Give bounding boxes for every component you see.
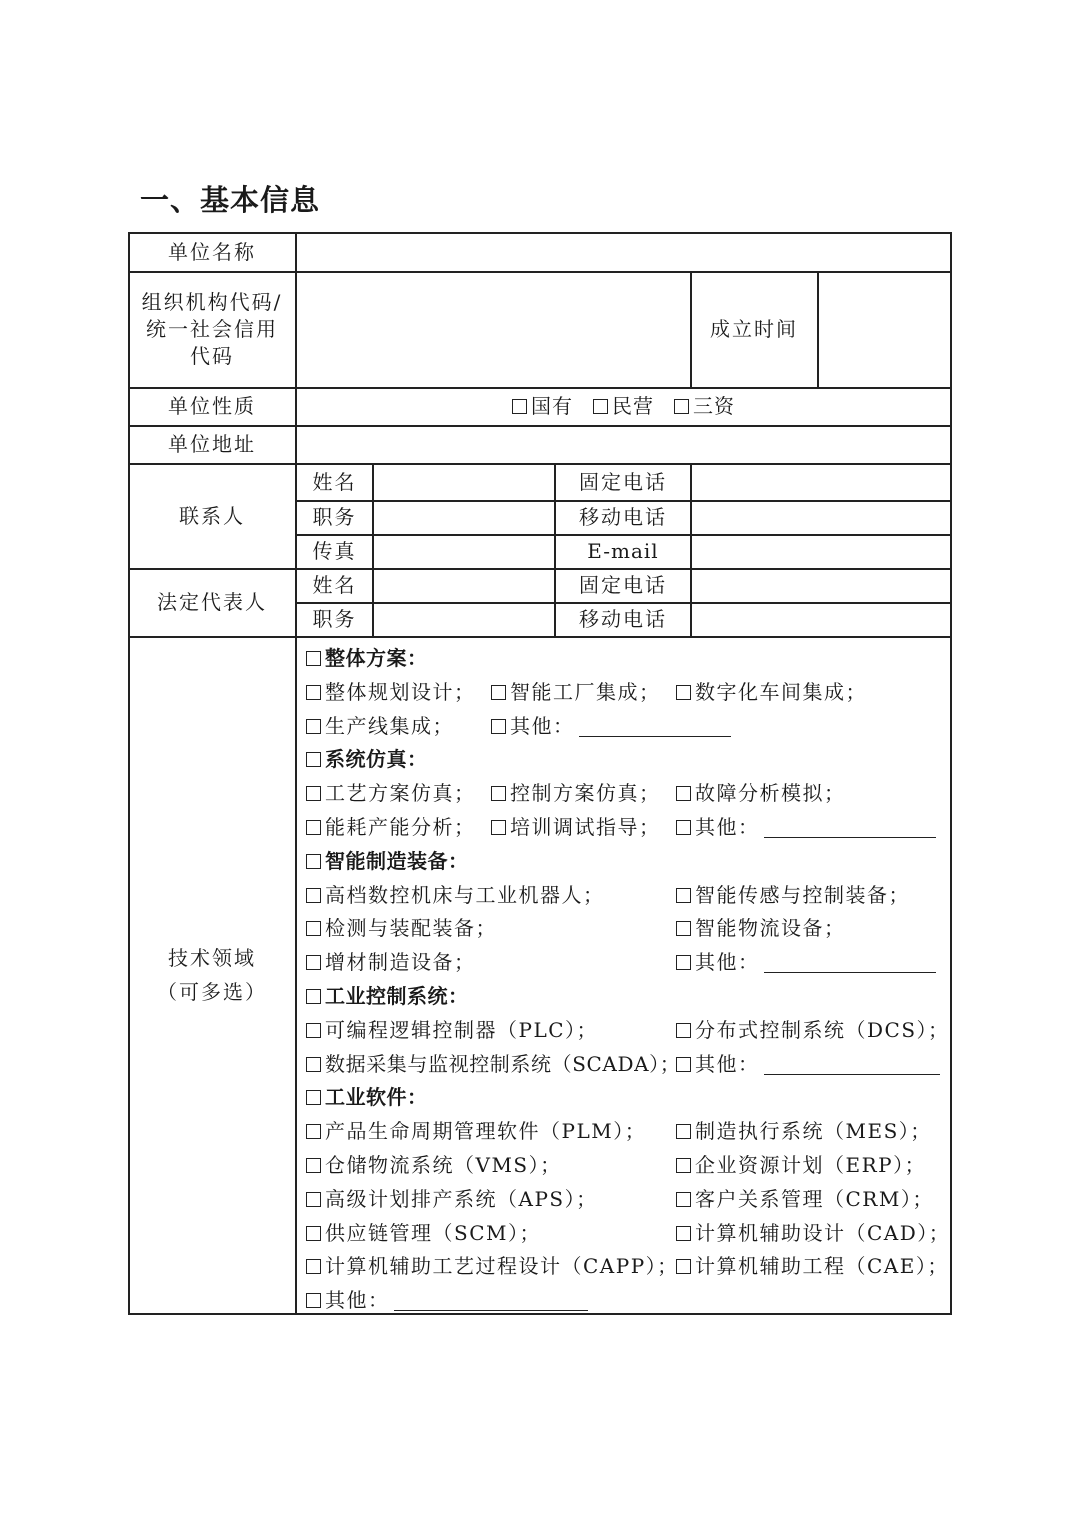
other-blank[interactable] [764,817,936,838]
label-contact: 联系人 [179,503,245,528]
checkbox-icon[interactable] [306,1023,321,1038]
contact-landline-label: 固定电话 [579,469,667,494]
label-org-code-line3: 代码 [190,344,234,368]
checkbox-icon[interactable] [306,752,321,767]
checkbox-icon[interactable] [676,1158,691,1173]
checkbox-icon[interactable] [306,719,321,734]
org-code-field[interactable] [297,272,690,387]
checkbox-icon[interactable] [306,1293,321,1308]
checkbox-icon[interactable] [306,1226,321,1241]
checkbox-icon[interactable] [676,1192,691,1207]
legal-title-label: 职务 [312,607,357,631]
option-aps[interactable]: 高级计划排产系统（APS）； [306,1183,598,1217]
legal-mobile-field[interactable] [692,603,950,636]
option-energy-analysis[interactable]: 能耗产能分析； [306,811,476,845]
label-unit-address: 单位地址 [168,432,256,456]
label-tech-field [129,637,295,1313]
checkbox-icon[interactable] [491,786,506,801]
option-digital-workshop[interactable]: 数字化车间集成； [676,676,867,710]
option-production-line[interactable]: 生产线集成； [306,710,454,744]
label-tech-field-title: 技术领域 [168,946,256,970]
label-unit-nature: 单位性质 [168,394,256,418]
checkbox-icon[interactable] [512,399,527,414]
option-overall-other[interactable]: 其他： [491,710,731,744]
option-dcs[interactable]: 分布式控制系统（DCS）； [676,1014,950,1048]
checkbox-icon[interactable] [306,1057,321,1072]
checkbox-icon[interactable] [491,685,506,700]
legal-name-label: 姓名 [312,573,357,597]
contact-fax-label: 传真 [312,539,357,563]
option-plc[interactable]: 可编程逻辑控制器（PLC）； [306,1014,598,1048]
checkbox-icon[interactable] [676,685,691,700]
checkbox-icon[interactable] [306,651,321,666]
legal-name-field[interactable] [374,569,554,602]
category-overall[interactable]: 整体方案： [306,642,428,676]
checkbox-icon[interactable] [306,1158,321,1173]
legal-mobile-label: 移动电话 [579,607,667,631]
label-tech-field-multi: （可多选） [157,980,267,1004]
contact-title-field[interactable] [374,501,554,534]
checkbox-icon[interactable] [676,1057,691,1072]
option-fault-simulation[interactable]: 故障分析模拟； [676,777,846,811]
other-blank[interactable] [394,1290,588,1311]
option-control-other[interactable]: 其他： [676,1048,940,1082]
checkbox-icon[interactable] [306,955,321,970]
checkbox-icon[interactable] [676,1226,691,1241]
checkbox-icon[interactable] [593,399,608,414]
other-blank[interactable] [764,1054,940,1075]
option-foreign-funded[interactable]: 三资 [674,393,735,420]
category-control[interactable]: 工业控制系统： [306,980,469,1014]
checkbox-icon[interactable] [491,820,506,835]
option-control-simulation[interactable]: 控制方案仿真； [491,777,661,811]
other-blank[interactable] [579,716,731,737]
option-crm[interactable]: 客户关系管理（CRM）； [676,1183,934,1217]
option-simulation-other[interactable]: 其他： [676,811,936,845]
option-capp[interactable]: 计算机辅助工艺过程设计（CAPP）； [306,1250,679,1284]
option-sensing-control[interactable]: 智能传感与控制装备； [676,879,910,913]
checkbox-icon[interactable] [306,989,321,1004]
option-erp[interactable]: 企业资源计划（ERP）； [676,1149,926,1183]
legal-landline-field[interactable] [692,569,950,602]
option-smart-factory[interactable]: 智能工厂集成； [491,676,661,710]
checkbox-icon[interactable] [306,854,321,869]
checkbox-icon[interactable] [676,786,691,801]
checkbox-icon[interactable] [676,1259,691,1274]
option-plm[interactable]: 产品生命周期管理软件（PLM）； [306,1115,646,1149]
other-blank[interactable] [764,952,936,973]
option-scm[interactable]: 供应链管理（SCM）； [306,1217,541,1251]
checkbox-icon[interactable] [676,820,691,835]
option-private[interactable]: 民营 [593,393,654,420]
checkbox-icon[interactable] [306,820,321,835]
label-org-code-line1: 组织机构代码/ [141,290,283,314]
contact-landline-field[interactable] [692,464,950,500]
checkbox-icon[interactable] [676,888,691,903]
checkbox-icon[interactable] [306,888,321,903]
option-process-simulation[interactable]: 工艺方案仿真； [306,777,476,811]
checkbox-icon[interactable] [674,399,689,414]
option-vms[interactable]: 仓储物流系统（VMS）； [306,1149,562,1183]
checkbox-icon[interactable] [491,719,506,734]
checkbox-icon[interactable] [676,921,691,936]
option-cae[interactable]: 计算机辅助工程（CAE）； [676,1250,949,1284]
tech-options [306,642,951,1318]
option-training-guidance[interactable]: 培训调试指导； [491,811,661,845]
contact-name-field[interactable] [374,464,554,500]
contact-email-label: E-mail [587,539,659,563]
legal-landline-label: 固定电话 [579,573,667,597]
section-heading: 一、基本信息 [140,183,321,217]
label-unit-name: 单位名称 [168,239,256,264]
checkbox-icon[interactable] [306,1259,321,1274]
option-additive-manufacturing[interactable]: 增材制造设备； [306,946,476,980]
legal-title-field[interactable] [374,603,554,636]
category-simulation[interactable]: 系统仿真： [306,743,428,777]
option-inspection-assembly[interactable]: 检测与装配装备； [306,912,497,946]
checkbox-icon[interactable] [306,1192,321,1207]
checkbox-icon[interactable] [306,1090,321,1105]
contact-fax-field[interactable] [374,535,554,568]
checkbox-icon[interactable] [676,1023,691,1038]
label-org-code [129,272,295,387]
option-software-other[interactable]: 其他： [306,1284,588,1318]
established-field[interactable] [819,272,950,387]
option-cad[interactable]: 计算机辅助设计（CAD）； [676,1217,950,1251]
unit-nature-options [297,388,950,425]
checkbox-icon[interactable] [676,955,691,970]
label-legal-rep: 法定代表人 [157,590,267,614]
contact-mobile-field[interactable] [692,501,950,534]
checkbox-icon[interactable] [306,685,321,700]
label-established: 成立时间 [710,317,798,341]
checkbox-icon[interactable] [306,786,321,801]
contact-mobile-label: 移动电话 [579,505,667,529]
contact-email-field[interactable] [692,535,950,568]
option-cnc-robots[interactable]: 高档数控机床与工业机器人； [306,879,605,913]
option-mes[interactable]: 制造执行系统（MES）； [676,1115,932,1149]
checkbox-icon[interactable] [306,1124,321,1139]
option-overall-planning[interactable]: 整体规划设计； [306,676,476,710]
unit-address-field[interactable] [297,426,950,463]
contact-title-label: 职务 [312,505,357,529]
label-org-code-line2: 统一社会信用 [146,317,278,341]
category-equipment[interactable]: 智能制造装备： [306,845,469,879]
option-equipment-other[interactable]: 其他： [676,946,936,980]
category-software[interactable]: 工业软件： [306,1081,428,1115]
unit-name-field[interactable] [297,233,950,271]
checkbox-icon[interactable] [676,1124,691,1139]
option-state-owned[interactable]: 国有 [512,393,573,420]
option-smart-logistics[interactable]: 智能物流设备； [676,912,846,946]
option-scada[interactable]: 数据采集与监视控制系统（SCADA）； [306,1048,680,1082]
contact-name-label: 姓名 [312,469,357,494]
checkbox-icon[interactable] [306,921,321,936]
